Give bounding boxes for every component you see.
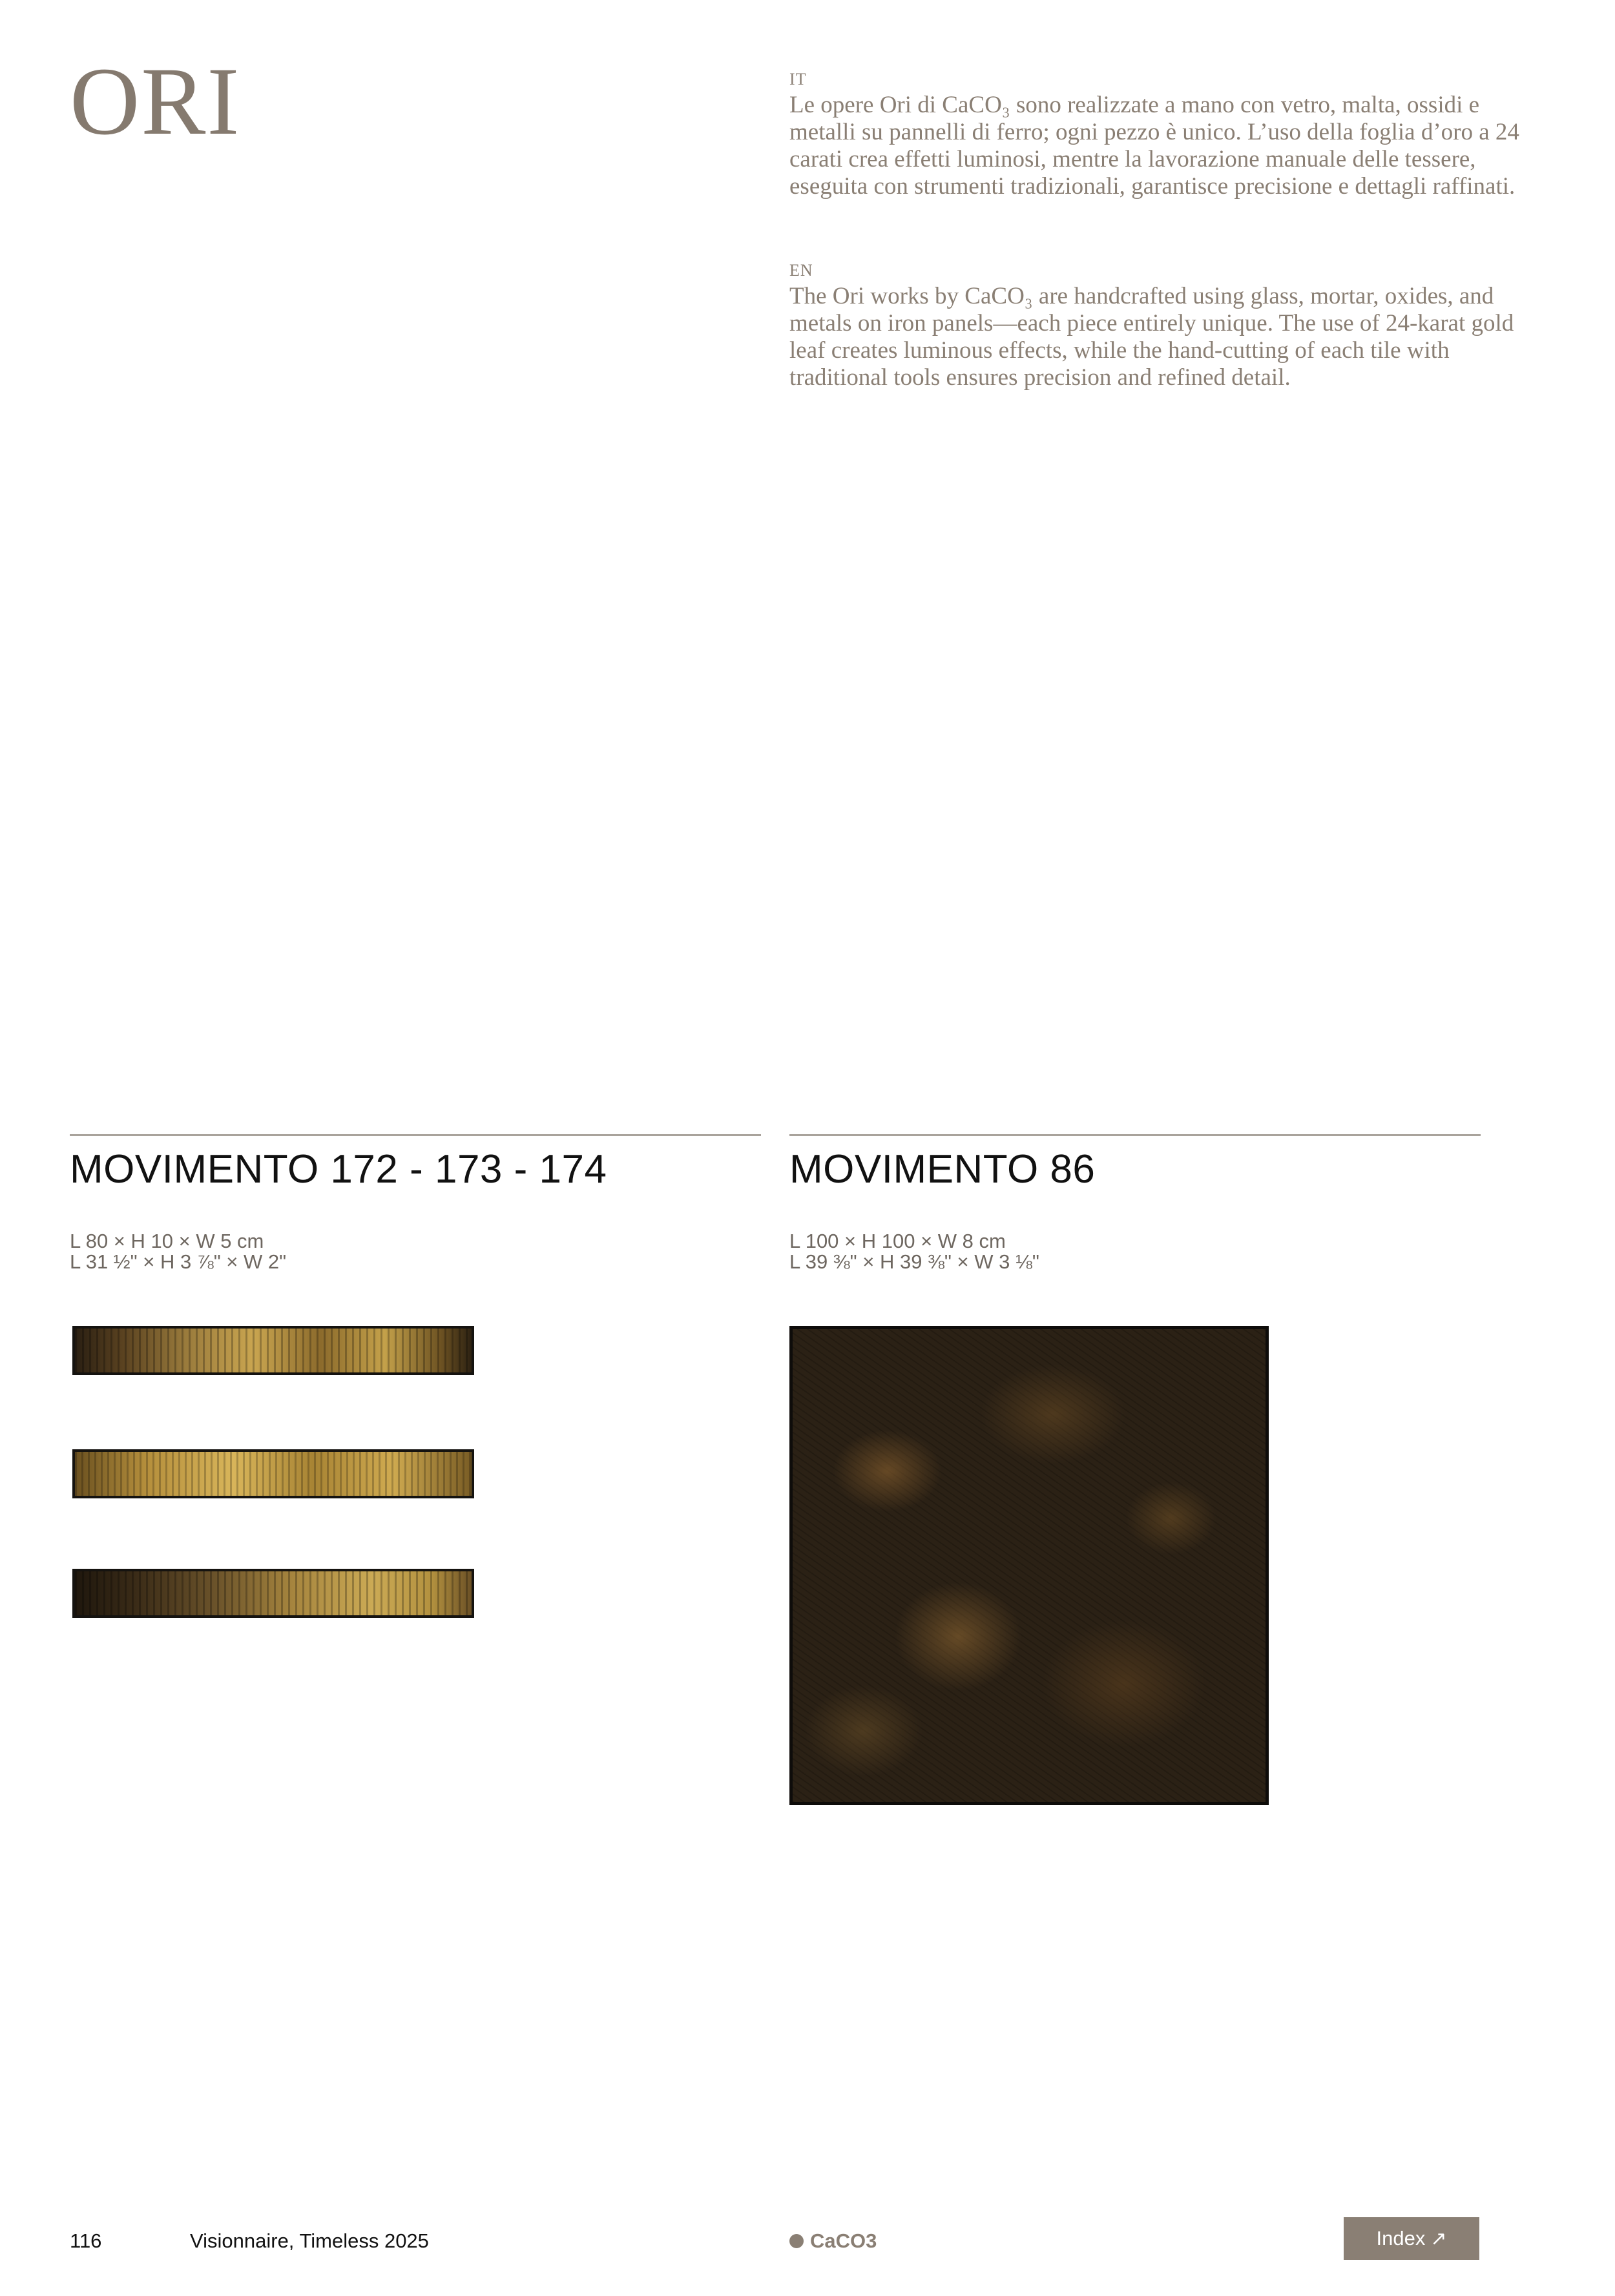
dims-metric-2: L 100 × H 100 × W 8 cm	[789, 1230, 1006, 1252]
description-en	[789, 261, 1532, 391]
dot-icon	[789, 2234, 804, 2248]
description-it	[789, 70, 1532, 200]
lang-label-it: IT	[789, 70, 807, 88]
product-image-movimento-172	[72, 1326, 474, 1375]
lang-label-en: EN	[789, 261, 813, 280]
dims-imperial-2: L 39 ⅜" × H 39 ⅜" × W 3 ⅛"	[789, 1250, 1039, 1273]
brand-label	[789, 2231, 877, 2251]
product-divider-2	[789, 1134, 1481, 1136]
product-title-2: MOVIMENTO 86	[789, 1147, 1096, 1192]
brand-name: CaCO3	[810, 2229, 877, 2252]
arrow-up-right-icon: ↗	[1430, 2228, 1447, 2249]
description-text-en: The Ori works by CaCO₃ are handcrafted using glass, mortar, oxides, and metals on iron panels—each piece entirely unique. The use of 24-karat gold leaf creates luminous effects, while the hand-cutting of each tile with traditional tools ensures precision and refined detail.	[789, 283, 1514, 391]
description-text-it: Le opere Ori di CaCO₃ sono realizzate a mano con vetro, malta, ossidi e metalli su pannelli di ferro; ogni pezzo è unico. L’uso della foglia d’oro a 24 carati crea effetti luminosi, mentre la lavorazione manuale delle tessere, eseguita con strumenti tradizionali, garantisce precisione e dettagli raffinati.	[789, 92, 1519, 200]
dims-imperial-1: L 31 ½" × H 3 ⅞" × W 2"	[70, 1250, 287, 1273]
index-button-label: Index	[1376, 2227, 1426, 2249]
dims-metric-1: L 80 × H 10 × W 5 cm	[70, 1230, 264, 1252]
product-image-movimento-173	[72, 1449, 474, 1498]
product-title-1: MOVIMENTO 172 - 173 - 174	[70, 1147, 607, 1192]
index-button[interactable]	[1344, 2217, 1479, 2260]
product-image-movimento-86	[789, 1326, 1269, 1805]
page-number: 116	[70, 2229, 102, 2252]
product-divider-1	[70, 1134, 761, 1136]
product-image-movimento-174	[72, 1569, 474, 1618]
publication-name: Visionnaire, Timeless 2025	[190, 2229, 429, 2252]
product-dims-1	[70, 1231, 286, 1272]
page-title: ORI	[70, 48, 241, 155]
product-dims-2	[789, 1231, 1039, 1272]
